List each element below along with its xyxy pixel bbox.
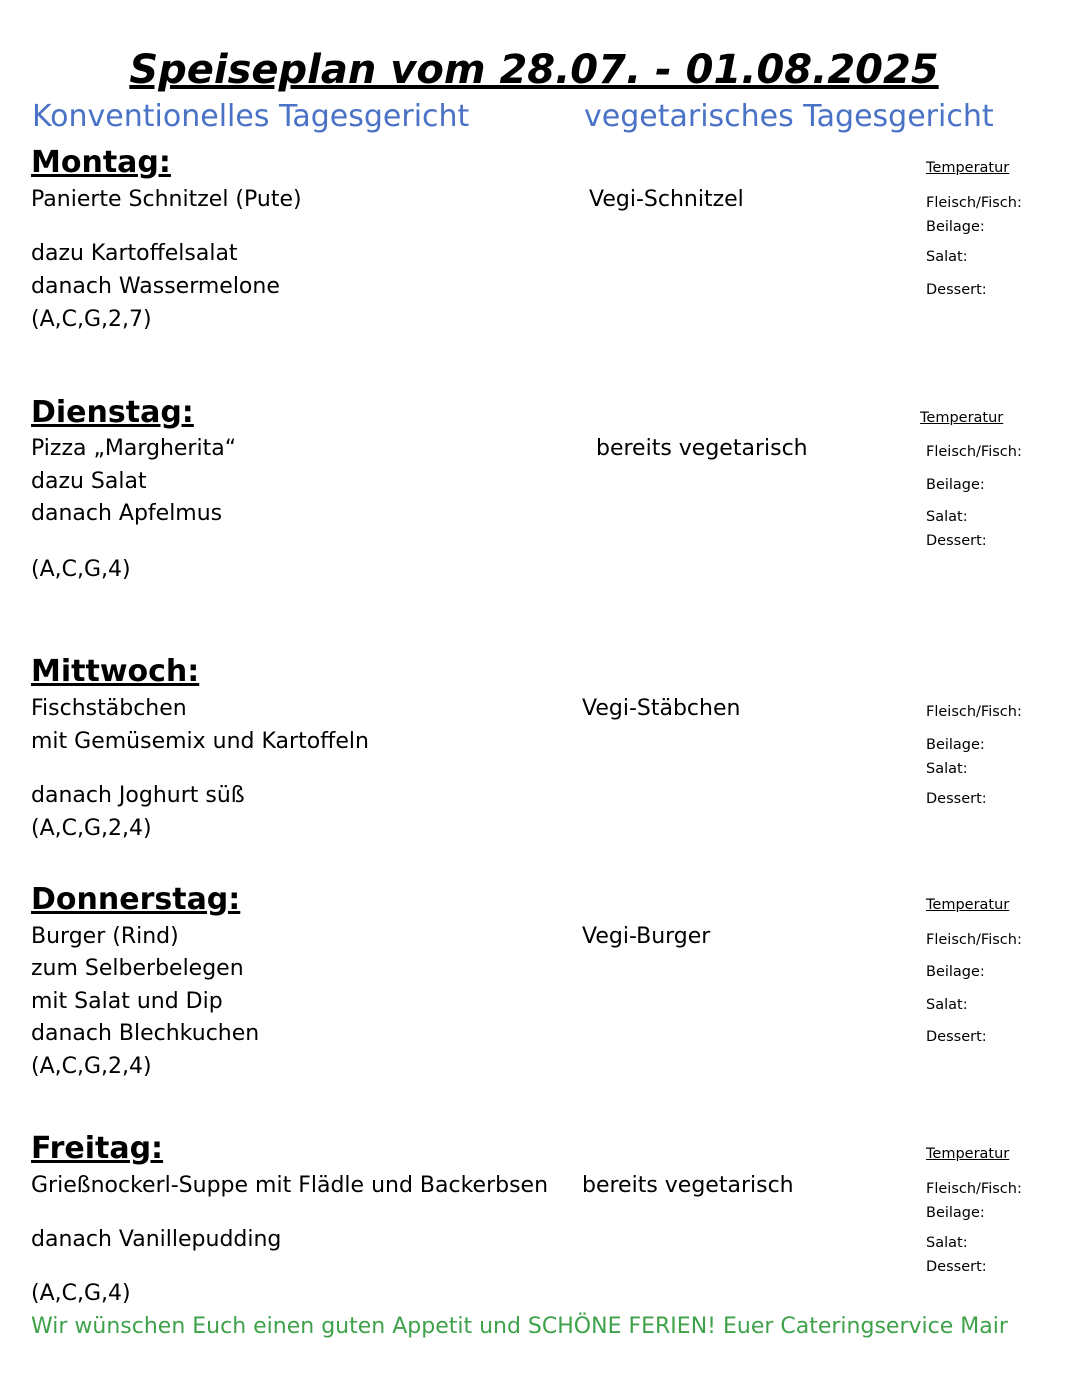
- allergen-codes: (A,C,G,2,7): [31, 307, 152, 332]
- dish-line: mit Gemüsemix und Kartoffeln: [31, 729, 369, 754]
- conventional-column-header: Konventionelles Tagesgericht: [32, 99, 470, 134]
- day-heading: Dienstag:: [31, 395, 194, 430]
- meat-fish-label: Fleisch/Fisch:: [926, 1181, 1022, 1197]
- dish-line: Panierte Schnitzel (Pute): [31, 187, 302, 212]
- temperature-label: Temperatur: [926, 160, 1010, 176]
- vegetarian-dish: Vegi-Burger: [582, 924, 711, 949]
- day-heading: Mittwoch:: [31, 654, 200, 689]
- dish-line: dazu Salat: [31, 469, 147, 494]
- dish-line: Grießnockerl-Suppe mit Flädle und Backerbsen: [31, 1173, 549, 1198]
- side-label: Beilage:: [926, 964, 985, 980]
- meat-fish-label: Fleisch/Fisch:: [926, 195, 1022, 211]
- allergen-codes: (A,C,G,4): [31, 1281, 131, 1306]
- day-heading: Montag:: [31, 145, 171, 180]
- footer-message: Wir wünschen Euch einen guten Appetit und SCHÖNE FERIEN! Euer Cateringservice Mair: [31, 1314, 1008, 1339]
- meat-fish-label: Fleisch/Fisch:: [926, 704, 1022, 720]
- salad-label: Salat:: [926, 997, 968, 1013]
- dish-line: Fischstäbchen: [31, 696, 187, 721]
- dish-line: danach Apfelmus: [31, 501, 223, 526]
- dessert-label: Dessert:: [926, 282, 987, 298]
- side-label: Beilage:: [926, 737, 985, 753]
- day-heading: Donnerstag:: [31, 882, 241, 917]
- dessert-label: Dessert:: [926, 1259, 987, 1275]
- page-title: Speiseplan vom 28.07. - 01.08.2025: [129, 47, 939, 93]
- dessert-label: Dessert:: [926, 533, 987, 549]
- vegetarian-dish: Vegi-Stäbchen: [582, 696, 741, 721]
- dish-line: danach Vanillepudding: [31, 1227, 282, 1252]
- allergen-codes: (A,C,G,2,4): [31, 816, 152, 841]
- allergen-codes: (A,C,G,2,4): [31, 1054, 152, 1079]
- dish-line: danach Joghurt süß: [31, 783, 245, 808]
- dessert-label: Dessert:: [926, 1029, 987, 1045]
- day-heading: Freitag:: [31, 1131, 164, 1166]
- dish-line: danach Wassermelone: [31, 274, 280, 299]
- dish-line: dazu Kartoffelsalat: [31, 241, 238, 266]
- vegetarian-column-header: vegetarisches Tagesgericht: [584, 99, 994, 134]
- dish-line: Pizza „Margherita“: [31, 436, 237, 461]
- vegetarian-dish: bereits vegetarisch: [596, 436, 808, 461]
- meat-fish-label: Fleisch/Fisch:: [926, 444, 1022, 460]
- dessert-label: Dessert:: [926, 791, 987, 807]
- side-label: Beilage:: [926, 477, 985, 493]
- temperature-label: Temperatur: [926, 1146, 1010, 1162]
- allergen-codes: (A,C,G,4): [31, 557, 131, 582]
- vegetarian-dish: Vegi-Schnitzel: [589, 187, 744, 212]
- salad-label: Salat:: [926, 249, 968, 265]
- vegetarian-dish: bereits vegetarisch: [582, 1173, 794, 1198]
- dish-line: mit Salat und Dip: [31, 989, 223, 1014]
- dish-line: danach Blechkuchen: [31, 1021, 260, 1046]
- meat-fish-label: Fleisch/Fisch:: [926, 932, 1022, 948]
- dish-line: zum Selberbelegen: [31, 956, 244, 981]
- side-label: Beilage:: [926, 1205, 985, 1221]
- salad-label: Salat:: [926, 1235, 968, 1251]
- temperature-label: Temperatur: [926, 897, 1010, 913]
- temperature-label: Temperatur: [920, 410, 1004, 426]
- salad-label: Salat:: [926, 761, 968, 777]
- salad-label: Salat:: [926, 509, 968, 525]
- dish-line: Burger (Rind): [31, 924, 179, 949]
- side-label: Beilage:: [926, 219, 985, 235]
